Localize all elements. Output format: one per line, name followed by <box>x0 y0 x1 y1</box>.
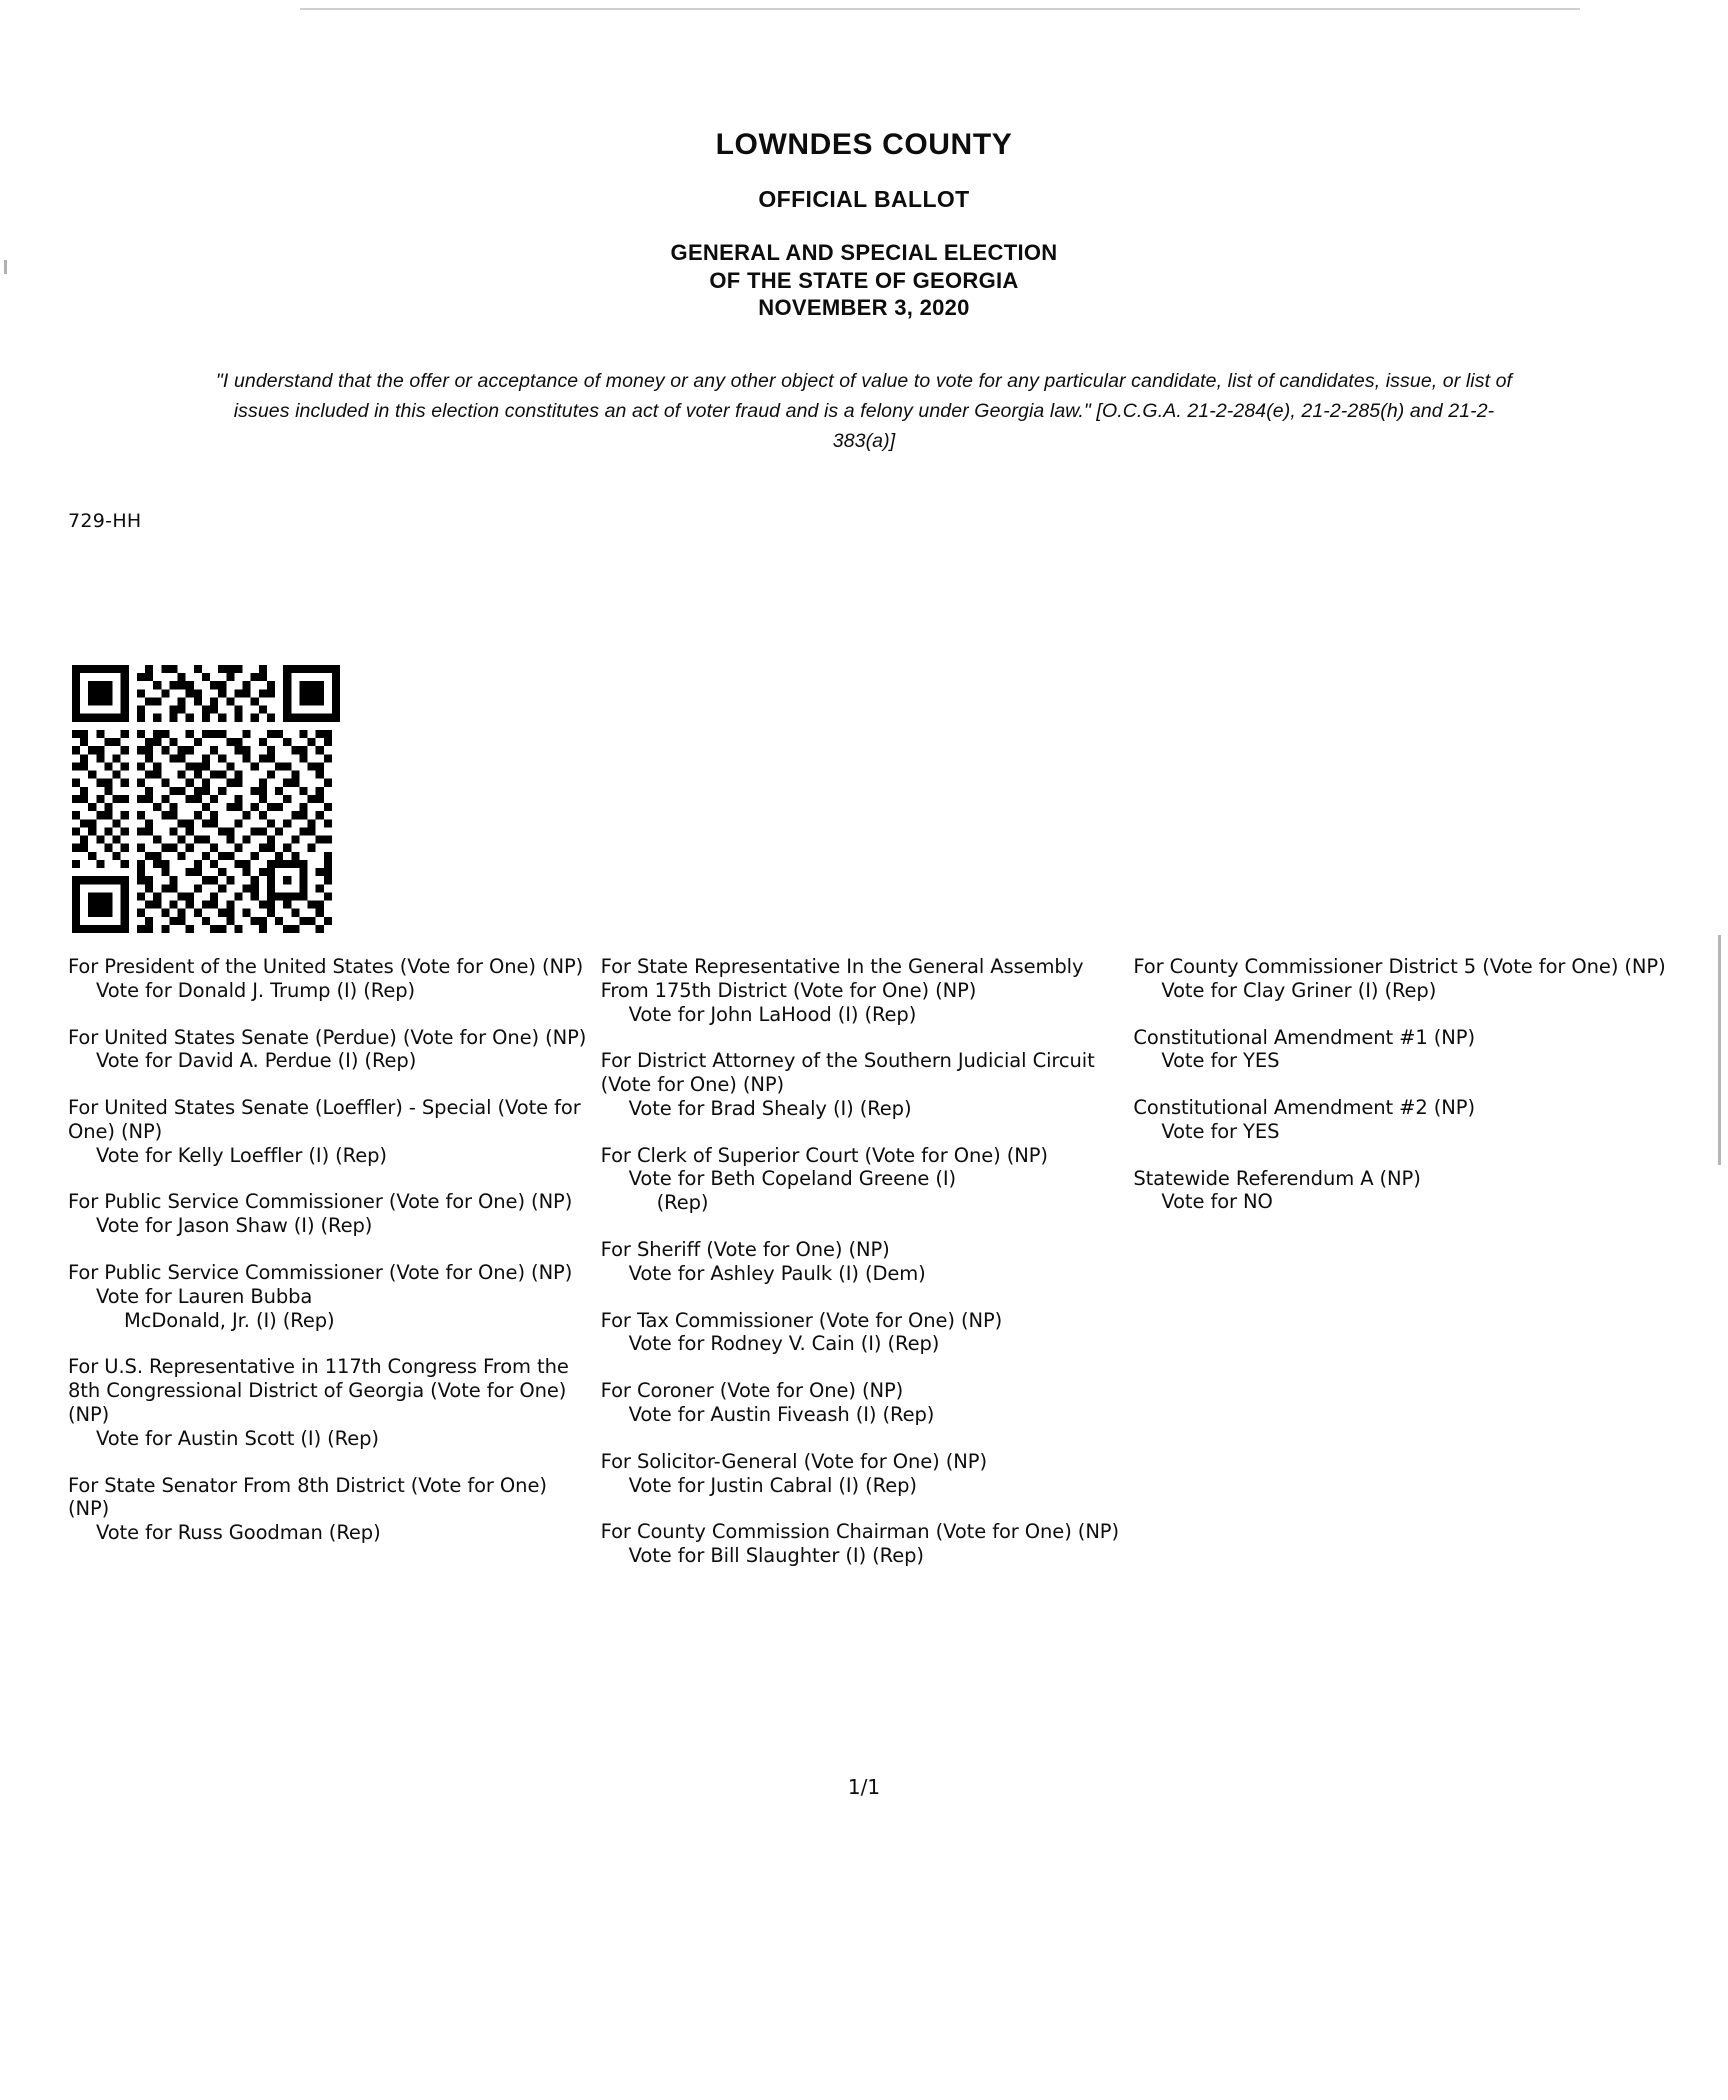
contest-choice: Vote for Austin Fiveash (I) (Rep) <box>628 1402 935 1426</box>
contest-title: For Public Service Commissioner (Vote for One) (NP) <box>68 1261 573 1285</box>
scan-edge-artifact-right <box>1718 935 1721 1165</box>
contest-solicitor-general <box>601 1450 1124 1498</box>
contest-choice: Vote for Bill Slaughter (I) (Rep) <box>628 1544 924 1568</box>
voter-oath-text: "I understand that the offer or acceptance of money or any other object of value to vote for any particular candidate, list of candidates, issue, or list of issues included in this election constitutes an act of voter fraud and is a felony under Georgia law." [O.C.G.A. 21-2-284(e), 21-2-285(h) and 21-2-383(a)] <box>215 369 1513 452</box>
contest-choice: Vote for Austin Scott (I) (Rep) <box>96 1426 379 1450</box>
contest-title: For Tax Commissioner (Vote for One) (NP) <box>600 1308 1003 1332</box>
ballot-id-label: 729-HH <box>68 510 142 532</box>
contest-choice-continuation: McDonald, Jr. (I) (Rep) <box>124 1308 335 1332</box>
scan-edge-artifact-top <box>300 8 1580 10</box>
contest-title: For Clerk of Superior Court (Vote for One) (NP) <box>600 1143 1048 1167</box>
contest-title: For United States Senate (Loeffler) - Special (Vote for One) (NP) <box>68 1096 581 1143</box>
contest-statewide-referendum-a <box>1133 1167 1668 1215</box>
contest-title: For Sheriff (Vote for One) (NP) <box>600 1238 890 1262</box>
contest-title: For Coroner (Vote for One) (NP) <box>600 1379 904 1403</box>
contest-sheriff <box>601 1238 1124 1286</box>
contest-title: For U.S. Representative in 117th Congress From the 8th Congressional District of Georgia (Vote for One) (NP) <box>68 1355 569 1426</box>
contest-district-attorney <box>601 1049 1124 1120</box>
contest-choice: Vote for Russ Goodman (Rep) <box>96 1521 381 1545</box>
contest-choice: Vote for John LaHood (I) (Rep) <box>628 1002 917 1026</box>
contest-column-2 <box>601 955 1134 1591</box>
official-ballot-heading: OFFICIAL BALLOT <box>758 186 970 212</box>
ballot-header <box>0 0 1728 322</box>
contest-us-senate-loeffler <box>68 1096 591 1167</box>
contest-columns <box>68 955 1678 1591</box>
contest-title: For County Commissioner District 5 (Vote for One) (NP) <box>1133 955 1666 978</box>
election-date: NOVEMBER 3, 2020 <box>758 295 970 320</box>
contest-title: For United States Senate (Perdue) (Vote for One) (NP) <box>68 1025 587 1049</box>
contest-column-3 <box>1133 955 1678 1591</box>
contest-choice: Vote for Ashley Paulk (I) (Dem) <box>628 1261 926 1285</box>
contest-choice: Vote for Jason Shaw (I) (Rep) <box>96 1214 373 1238</box>
contest-choice-continuation: (Rep) <box>656 1191 709 1215</box>
contest-choice: Vote for David A. Perdue (I) (Rep) <box>96 1049 417 1073</box>
contest-constitutional-amendment-1 <box>1133 1026 1668 1074</box>
contest-choice: Vote for Justin Cabral (I) (Rep) <box>628 1473 917 1497</box>
contest-choice: Vote for YES <box>1161 1119 1280 1143</box>
contest-us-representative <box>68 1355 591 1450</box>
contest-title: For Solicitor-General (Vote for One) (NP) <box>600 1449 987 1473</box>
contest-title: For District Attorney of the Southern Judicial Circuit (Vote for One) (NP) <box>600 1049 1095 1097</box>
contest-coroner <box>601 1379 1124 1427</box>
contest-state-representative <box>601 955 1124 1026</box>
contest-county-commissioner-district-5 <box>1133 955 1668 1003</box>
qr-code <box>72 665 340 933</box>
contest-choice: Vote for NO <box>1161 1190 1273 1214</box>
contest-title: For Public Service Commissioner (Vote for One) (NP) <box>68 1190 573 1214</box>
contest-title: Constitutional Amendment #2 (NP) <box>1133 1096 1475 1120</box>
contest-president <box>68 955 591 1003</box>
contest-tax-commissioner <box>601 1309 1124 1357</box>
contest-title: Constitutional Amendment #1 (NP) <box>1133 1025 1475 1049</box>
contest-state-senator <box>68 1474 591 1545</box>
contest-choice: Vote for Lauren Bubba <box>96 1284 313 1308</box>
contest-choice: Vote for Rodney V. Cain (I) (Rep) <box>628 1332 940 1356</box>
contest-choice: Vote for Beth Copeland Greene (I) <box>628 1167 956 1191</box>
contest-title: For County Commission Chairman (Vote for One) (NP) <box>600 1520 1119 1544</box>
county-heading: LOWNDES COUNTY <box>715 128 1013 161</box>
contest-title: Statewide Referendum A (NP) <box>1133 1166 1421 1190</box>
contest-title: For State Representative In the General Assembly From 175th District (Vote for One) (NP) <box>600 955 1084 1002</box>
contest-title: For State Senator From 8th District (Vote for One) (NP) <box>68 1473 547 1521</box>
contest-choice: Vote for YES <box>1161 1049 1280 1073</box>
contest-choice: Vote for Brad Shealy (I) (Rep) <box>628 1096 912 1120</box>
scan-edge-artifact-left <box>4 260 7 274</box>
contest-us-senate-perdue <box>68 1026 591 1074</box>
contest-psc-2 <box>68 1261 591 1332</box>
contest-constitutional-amendment-2 <box>1133 1096 1668 1144</box>
contest-clerk-superior-court <box>601 1144 1124 1215</box>
contest-choice: Vote for Clay Griner (I) (Rep) <box>1161 978 1437 1002</box>
contest-choice: Vote for Kelly Loeffler (I) (Rep) <box>96 1143 387 1167</box>
election-title-line-2: OF THE STATE OF GEORGIA <box>709 267 1019 293</box>
contest-psc-1 <box>68 1190 591 1238</box>
contest-county-commission-chairman <box>601 1520 1124 1568</box>
contest-title: For President of the United States (Vote for One) (NP) <box>68 955 584 978</box>
election-title-line-1: GENERAL AND SPECIAL ELECTION <box>670 240 1058 265</box>
page-number: 1/1 <box>847 1775 881 1799</box>
contest-column-1 <box>68 955 601 1591</box>
contest-choice: Vote for Donald J. Trump (I) (Rep) <box>96 978 416 1002</box>
